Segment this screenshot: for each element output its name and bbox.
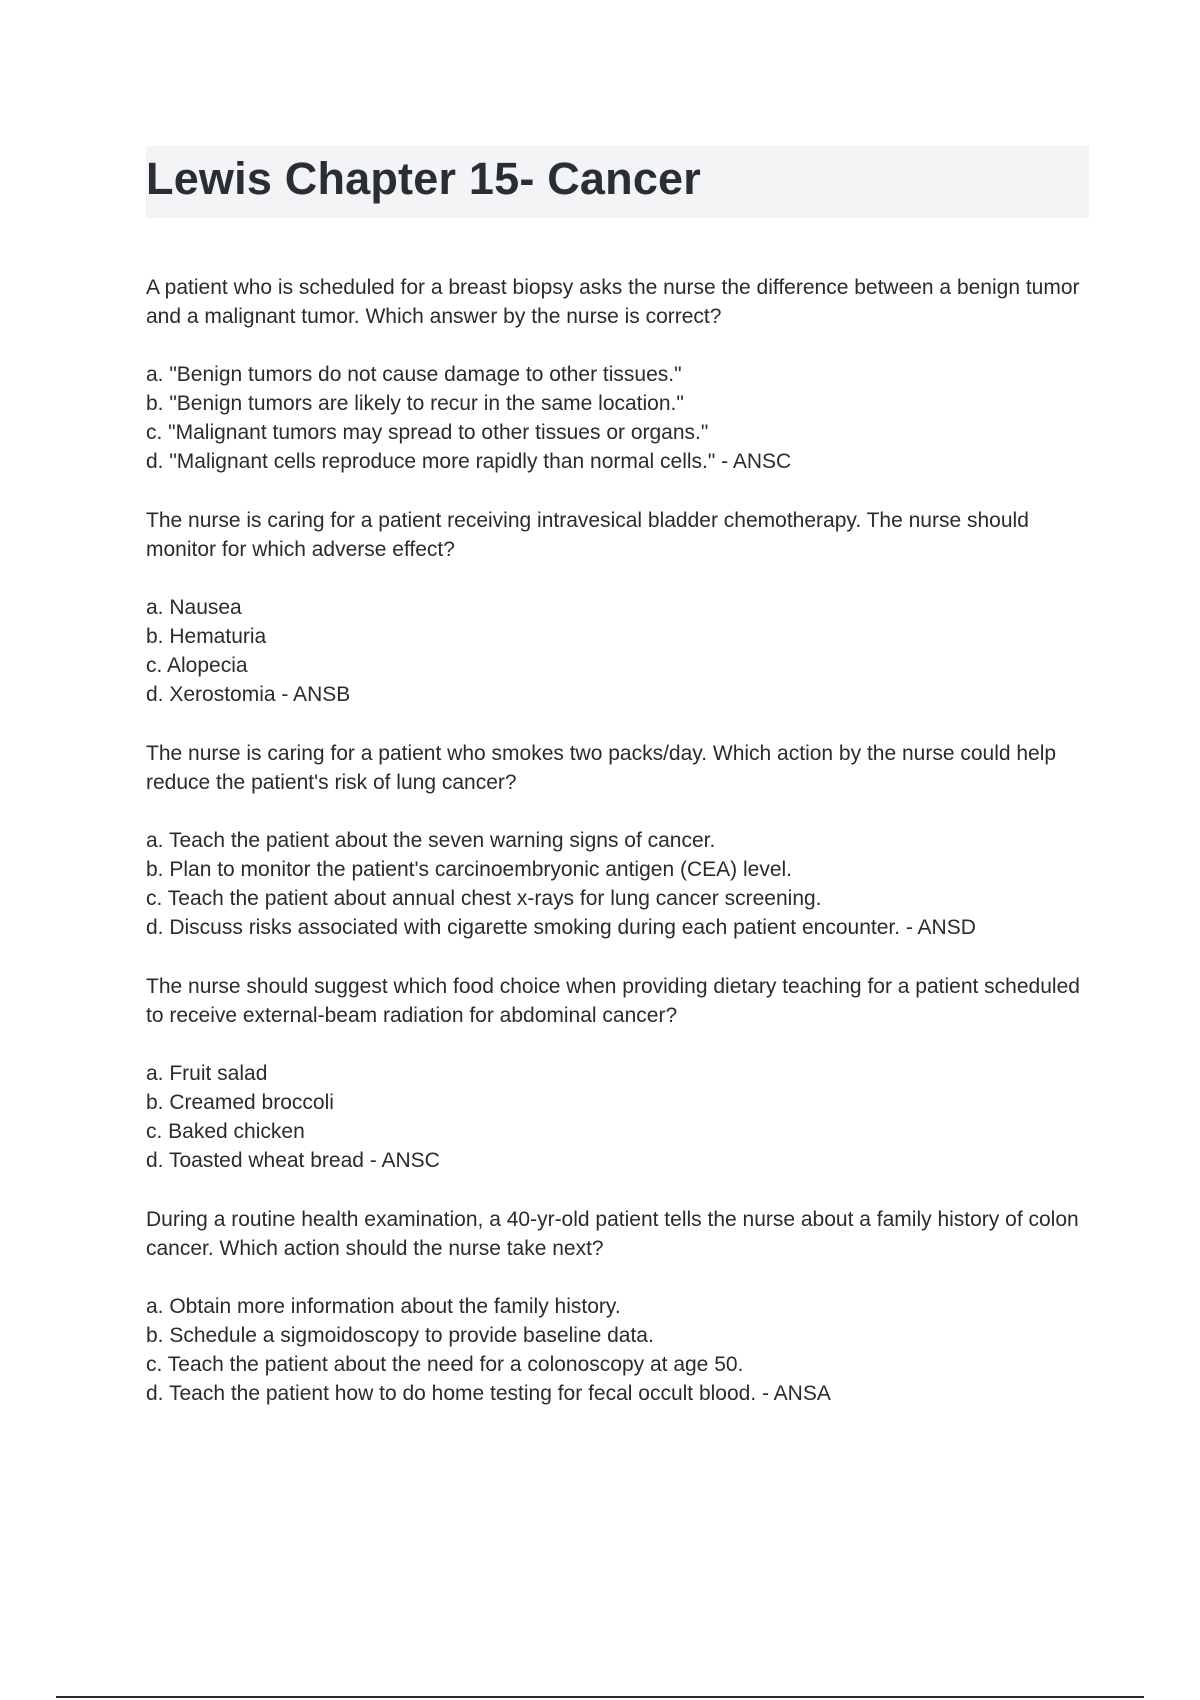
question-block [146, 972, 1089, 1175]
question-block [146, 1205, 1089, 1408]
answer-option: b. Hematuria [146, 625, 267, 648]
question-block [146, 273, 1089, 476]
answer-option: c. Alopecia [146, 654, 248, 677]
answer-option: b. Creamed broccoli [146, 1091, 334, 1114]
answer-option: c. Teach the patient about annual chest x-rays for lung cancer screening. [146, 887, 822, 910]
answer-option: a. Fruit salad [146, 1062, 268, 1085]
question-text: The nurse should suggest which food choice when providing dietary teaching for a patient scheduled to receive external-beam radiation for abdominal cancer? [146, 975, 1080, 1027]
answer-option: c. "Malignant tumors may spread to other tissues or organs." [146, 421, 709, 444]
question-list [146, 273, 1089, 1438]
page-title: Lewis Chapter 15- Cancer [146, 153, 701, 204]
question-text: During a routine health examination, a 40-yr-old patient tells the nurse about a family history of colon cancer. Which action should the nurse take next? [146, 1208, 1079, 1260]
answer-option: a. Teach the patient about the seven warning signs of cancer. [146, 829, 716, 852]
answer-options [146, 1292, 1089, 1408]
answer-option: d. Discuss risks associated with cigarette smoking during each patient encounter. - ANSD [146, 916, 976, 939]
question-block [146, 506, 1089, 709]
answer-options [146, 360, 1089, 476]
question-block [146, 739, 1089, 942]
answer-options [146, 826, 1089, 942]
answer-option: c. Teach the patient about the need for a colonoscopy at age 50. [146, 1353, 744, 1376]
answer-option: d. Teach the patient how to do home testing for fecal occult blood. - ANSA [146, 1382, 831, 1405]
answer-option: d. Toasted wheat bread - ANSC [146, 1149, 440, 1172]
answer-option: a. "Benign tumors do not cause damage to other tissues." [146, 363, 682, 386]
answer-option: c. Baked chicken [146, 1120, 305, 1143]
title-block [146, 146, 1089, 218]
footer-divider [56, 1696, 1144, 1698]
answer-options [146, 1059, 1089, 1175]
answer-option: d. "Malignant cells reproduce more rapidly than normal cells." - ANSC [146, 450, 792, 473]
answer-option: b. Plan to monitor the patient's carcinoembryonic antigen (CEA) level. [146, 858, 792, 881]
question-text: The nurse is caring for a patient receiving intravesical bladder chemotherapy. The nurse should monitor for which adverse effect? [146, 509, 1029, 561]
question-text: The nurse is caring for a patient who smokes two packs/day. Which action by the nurse could help reduce the patient's risk of lung cancer? [146, 742, 1057, 794]
answer-option: d. Xerostomia - ANSB [146, 683, 351, 706]
answer-option: b. "Benign tumors are likely to recur in the same location." [146, 392, 684, 415]
answer-option: b. Schedule a sigmoidoscopy to provide baseline data. [146, 1324, 654, 1347]
answer-option: a. Obtain more information about the family history. [146, 1295, 621, 1318]
answer-option: a. Nausea [146, 596, 242, 619]
question-text: A patient who is scheduled for a breast biopsy asks the nurse the difference between a benign tumor and a malignant tumor. Which answer by the nurse is correct? [146, 276, 1080, 328]
answer-options [146, 593, 1089, 709]
